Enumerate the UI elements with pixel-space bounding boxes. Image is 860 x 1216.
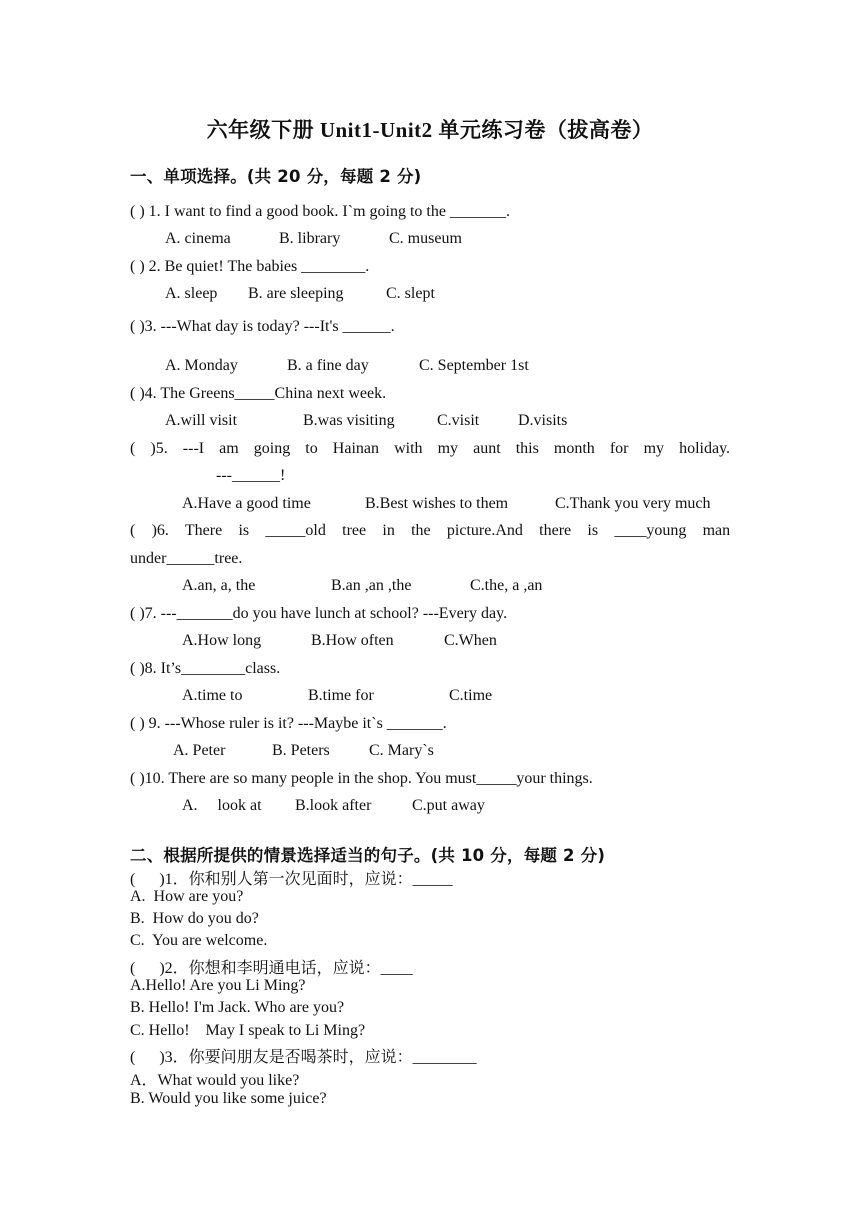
question-stem: ( )8. It’s________class.: [130, 660, 281, 677]
option-d: D.visits: [518, 412, 568, 429]
stem-word: holiday.: [679, 440, 731, 457]
option-a: A. Peter: [173, 742, 226, 759]
option-b: B. library: [279, 230, 341, 247]
stem-word: is: [238, 522, 250, 539]
question-reply: ---______!: [216, 467, 286, 484]
question-stem: ( )3．你要问朋友是否喝茶时，应说：________: [130, 1049, 477, 1066]
stem-word: man: [702, 522, 731, 539]
option-a: A. cinema: [165, 230, 231, 247]
stem-word: (: [130, 522, 136, 539]
option-b: B. Would you like some juice?: [130, 1090, 327, 1107]
option-a: A.Hello! Are you Li Ming?: [130, 977, 306, 994]
option-c: C.Thank you very much: [555, 495, 711, 512]
option-a: A. Monday: [165, 357, 238, 374]
question-stem-continued: under______tree.: [130, 550, 243, 567]
stem-word: for: [609, 440, 629, 457]
option-c: C.time: [449, 687, 493, 704]
stem-word: my: [643, 440, 665, 457]
stem-word: aunt: [473, 440, 501, 457]
question-stem: ( ) 2. Be quiet! The babies ________.: [130, 258, 370, 275]
stem-word: going: [253, 440, 291, 457]
stem-word: month: [553, 440, 595, 457]
question-stem: ( )3. ---What day is today? ---It's ______.: [130, 318, 395, 335]
section-heading: 一、单项选择。(共 20 分，每题 2 分): [130, 167, 422, 186]
option-c: C. You are welcome.: [130, 932, 268, 949]
stem-word: _____old: [265, 522, 326, 539]
option-c: C.When: [444, 632, 497, 649]
question-stem: ( )1．你和别人第一次见面时，应说：_____: [130, 871, 453, 888]
option-c: C. Mary`s: [369, 742, 434, 759]
option-c: C. museum: [389, 230, 462, 247]
option-b: B.look after: [295, 797, 372, 814]
section-heading: 二、根据所提供的情景选择适当的句子。(共 10 分，每题 2 分): [130, 846, 606, 865]
stem-word: )5.: [150, 440, 168, 457]
option-a: A．What would you like?: [130, 1072, 300, 1089]
option-b: B. Peters: [272, 742, 330, 759]
stem-word: (: [130, 440, 136, 457]
option-c: C.put away: [412, 797, 485, 814]
stem-word: tree: [342, 522, 367, 539]
stem-word: to: [305, 440, 318, 457]
question-stem: ( )10. There are so many people in the shop. You must_____your things.: [130, 770, 593, 787]
option-a: A.How long: [182, 632, 262, 649]
stem-word: Hainan: [332, 440, 379, 457]
option-c: C.the, a ,an: [470, 577, 543, 594]
question-stem: ( )2．你想和李明通电话，应说：____: [130, 960, 413, 977]
question-stem: ( ) 9. ---Whose ruler is it? ---Maybe it`s _______.: [130, 715, 447, 732]
option-b: B.an ,an ,the: [331, 577, 412, 594]
option-a: A. sleep: [165, 285, 218, 302]
question-stem: ( )4. The Greens_____China next week.: [130, 385, 387, 402]
stem-word: )6.: [151, 522, 169, 539]
stem-word: my: [437, 440, 459, 457]
question-stem: ( )7. ---_______do you have lunch at school? ---Every day.: [130, 605, 508, 622]
stem-word: in: [382, 522, 395, 539]
option-a: A. look at: [182, 797, 262, 814]
stem-word: There: [184, 522, 223, 539]
stem-word: this: [515, 440, 539, 457]
stem-word: is: [587, 522, 599, 539]
stem-word: ---I: [182, 440, 205, 457]
question-stem: ( ) 1. I want to find a good book. I`m going to the _______.: [130, 203, 510, 220]
option-b: B. How do you do?: [130, 910, 259, 927]
option-b: B.was visiting: [303, 412, 395, 429]
option-b: B.How often: [311, 632, 394, 649]
stem-word: with: [394, 440, 423, 457]
option-c: C. September 1st: [419, 357, 529, 374]
option-a: A.time to: [182, 687, 243, 704]
stem-word: am: [219, 440, 239, 457]
option-c: C.visit: [437, 412, 480, 429]
question-stem-justified: [130, 522, 730, 540]
option-a: A. How are you?: [130, 888, 244, 905]
option-a: A.an, a, the: [182, 577, 256, 594]
option-c: C. slept: [386, 285, 435, 302]
stem-word: there: [539, 522, 572, 539]
option-b: B.time for: [308, 687, 374, 704]
option-b: B. are sleeping: [248, 285, 344, 302]
option-b: B. a fine day: [287, 357, 369, 374]
stem-word: ____young: [614, 522, 687, 539]
option-a: A.will visit: [165, 412, 238, 429]
question-stem-justified: [130, 440, 730, 458]
option-b: B. Hello! I'm Jack. Who are you?: [130, 999, 345, 1016]
page-title: 六年级下册 Unit1-Unit2 单元练习卷（拔高卷）: [206, 118, 654, 142]
option-c: C. Hello! May I speak to Li Ming?: [130, 1022, 366, 1039]
stem-word: the: [411, 522, 431, 539]
option-a: A.Have a good time: [182, 495, 311, 512]
option-b: B.Best wishes to them: [365, 495, 509, 512]
stem-word: picture.And: [446, 522, 523, 539]
